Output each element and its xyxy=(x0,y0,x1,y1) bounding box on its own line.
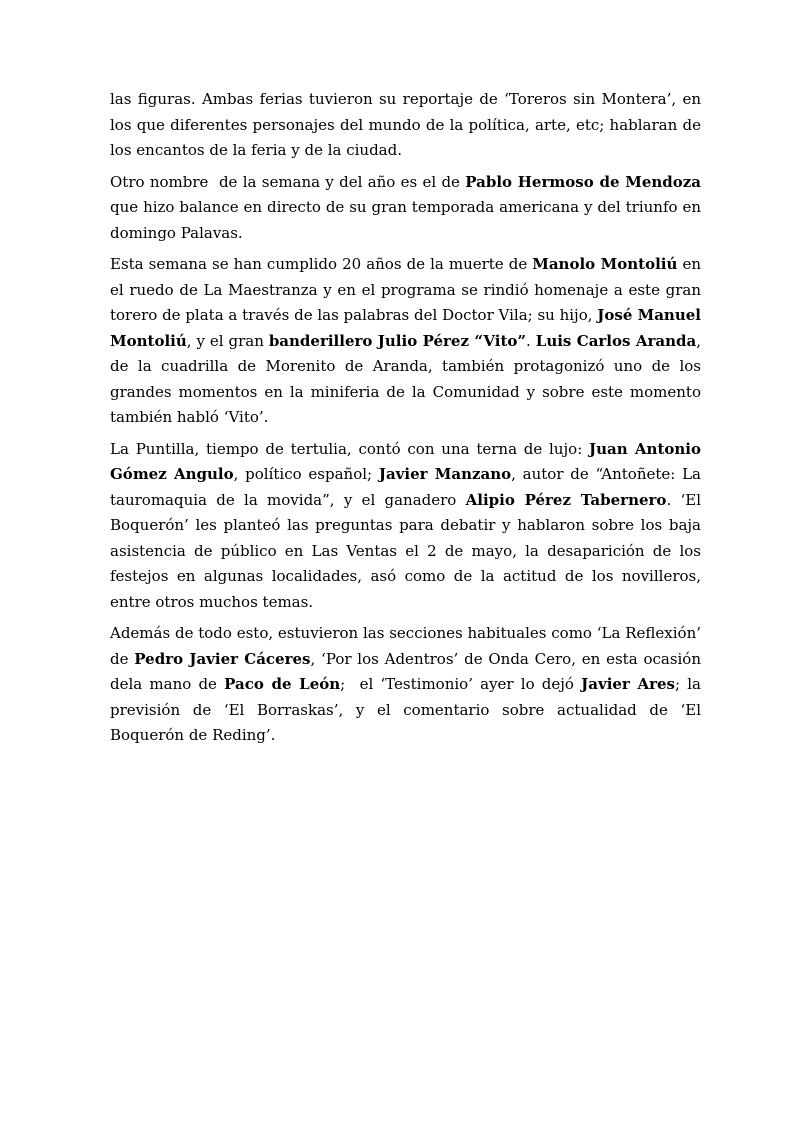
text-run: , autor de “Antoñete: La tauromaquia de la movida”, y el ganadero xyxy=(110,465,706,509)
bold-text-run: Javier Manzano xyxy=(378,465,512,483)
bold-text-run: Pedro Javier Cáceres xyxy=(134,649,311,668)
text-run: , y el gran xyxy=(186,331,269,350)
bold-text-run: Alipio Pérez Tabernero xyxy=(465,490,667,509)
paragraph xyxy=(110,621,706,749)
bold-text-run: Luis Carlos Aranda xyxy=(535,331,697,350)
text-run: Además de todo esto, estuvieron las secciones habituales como ‘La Reflexión’ de xyxy=(110,624,706,668)
bold-text-run: José Manuel Montoliú xyxy=(110,306,707,350)
bold-text-run: Manolo Montoliú xyxy=(532,255,678,273)
text-run: ; la previsión de ‘El Borraskas’, y el comentario sobre actualidad de ‘El Boquerón de Reding’. xyxy=(110,675,706,744)
document-body xyxy=(110,87,707,749)
text-run: que hizo balance en directo de su gran temporada americana y del triunfo en domingo Palavas. xyxy=(110,172,706,242)
text-run: en el ruedo de La Maestranza y en el programa se rindió homenaje a este gran torero de plata a través de las palabras del Doctor Vila; su hijo, xyxy=(110,255,706,324)
text-run: . xyxy=(526,331,536,350)
text-run: , ‘Por los Adentros’ de Onda Cero, en esta ocasión dela mano de xyxy=(110,649,706,693)
bold-text-run: banderillero Julio Pérez “Vito” xyxy=(268,331,527,350)
text-run: ; el ‘Testimonio’ ayer lo dejó xyxy=(340,675,582,693)
bold-text-run: Paco de León xyxy=(224,675,341,693)
bold-text-run: Juan Antonio Gómez Angulo xyxy=(110,439,707,483)
text-run: , político español; xyxy=(233,465,379,483)
paragraph xyxy=(110,170,706,247)
text-run: . ‘El Boquerón’ les planteó las preguntas para debatir y hablaron sobre los baja asistencia de público en Las Ventas el 2 de mayo, la desaparición de los festejos en algunas localidades, asó como de la actitud de los novilleros, entre otros muchos temas. xyxy=(110,490,706,611)
paragraph xyxy=(110,437,707,616)
paragraph xyxy=(110,252,707,431)
text-run: Esta semana se han cumplido 20 años de la muerte de xyxy=(110,255,533,273)
bold-text-run: Pablo Hermoso de Mendoza xyxy=(465,172,702,191)
text-run: La Puntilla, tiempo de tertulia, contó con una terna de lujo: xyxy=(110,439,590,458)
paragraph xyxy=(110,87,706,164)
bold-text-run: Javier Ares xyxy=(581,675,676,693)
text-run: las figuras. Ambas ferias tuvieron su reportaje de ‘Toreros sin Montera’, en los que diferentes personajes del mundo de la política, arte, etc; hablaran de los encantos de la feria y de la ciudad. xyxy=(110,90,706,159)
text-run: Otro nombre de la semana y del año es el de xyxy=(110,172,466,191)
text-run: , de la cuadrilla de Morenito de Aranda, también protagonizó uno de los grandes momentos en la miniferia de la Comunidad y sobre este momento también habló ‘Vito’. xyxy=(110,331,706,426)
